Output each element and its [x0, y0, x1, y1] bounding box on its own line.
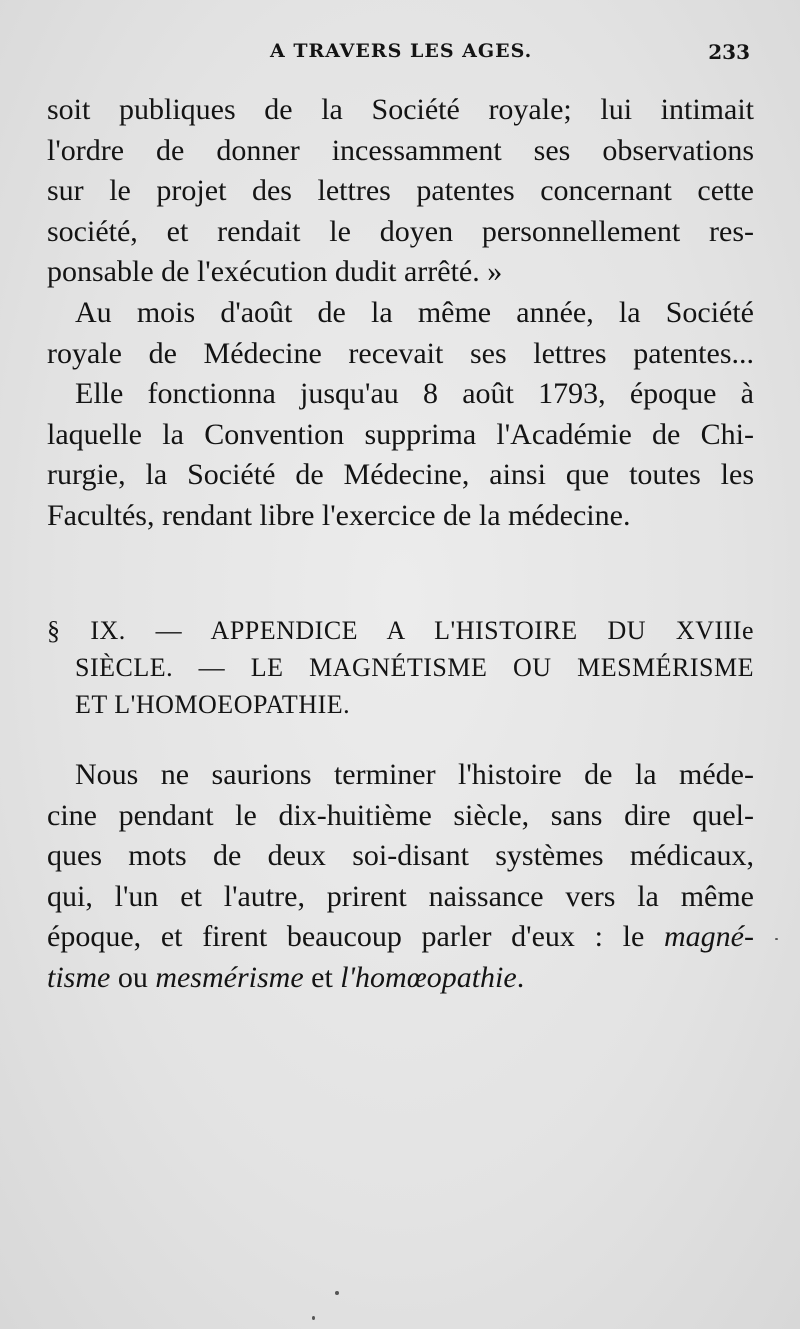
text-line: qui, l'un et l'autre, prirent naissance vers la même	[47, 879, 754, 913]
paragraph-elle	[47, 374, 754, 536]
heading-line: SIÈCLE. — LE MAGNÉTISME OU MESMÉRISME	[75, 653, 754, 682]
text-line: Elle fonctionna jusqu'au 8 août 1793, époque à	[75, 377, 754, 410]
heading-line: ET L'HOMOEOPATHIE.	[75, 690, 351, 719]
text-line: royale de Médecine recevait ses lettres patentes...	[47, 336, 754, 370]
paragraph-august	[47, 293, 754, 374]
italic-term: tisme	[47, 960, 111, 994]
text-line	[47, 917, 754, 958]
text-line: Nous ne saurions terminer l'histoire de la méde-	[75, 758, 754, 791]
italic-term: mesmérisme	[155, 960, 304, 994]
text-line: ponsable de l'exécution dudit arrêté. »	[47, 255, 503, 288]
text-line: sur le projet des lettres patentes concernant cette	[47, 174, 754, 207]
italic-term: magné-	[664, 920, 754, 953]
paragraph-continued	[47, 90, 754, 293]
text-segment: époque, et firent beaucoup parler d'eux : le	[47, 920, 645, 953]
text-line: Au mois d'août de la même année, la Société	[75, 296, 754, 329]
text-segment: ou	[117, 960, 148, 994]
text-line: Facultés, rendant libre l'exercice de la médecine.	[47, 498, 631, 532]
text-segment: et	[311, 960, 333, 994]
text-line: cine pendant le dix-huitième siècle, sans dire quel-	[47, 798, 754, 832]
text-line: l'ordre de donner incessamment ses observations	[47, 133, 754, 167]
text-line: rurgie, la Société de Médecine, ainsi que toutes les	[47, 458, 754, 491]
running-head	[0, 38, 800, 68]
page-number: 233	[708, 40, 750, 64]
running-title: A TRAVERS LES AGES.	[270, 40, 533, 62]
text-line	[47, 958, 754, 999]
text-segment: .	[516, 960, 525, 994]
section-heading	[47, 612, 754, 723]
text-line: société, et rendait le doyen personnellement res-	[47, 214, 754, 248]
italic-term: l'homœopathie	[340, 960, 517, 994]
paragraph-nous	[47, 755, 754, 998]
text-line: ques mots de deux soi-disant systèmes médicaux,	[47, 839, 754, 872]
print-speck	[312, 1316, 315, 1320]
text-line: laquelle la Convention supprima l'Académie de Chi-	[47, 417, 754, 451]
text-line: soit publiques de la Société royale; lui intimait	[47, 93, 754, 126]
print-speck	[335, 1291, 339, 1295]
heading-line: § IX. — APPENDICE A L'HISTOIRE DU XVIIIe	[47, 616, 754, 645]
print-speck	[775, 938, 778, 940]
